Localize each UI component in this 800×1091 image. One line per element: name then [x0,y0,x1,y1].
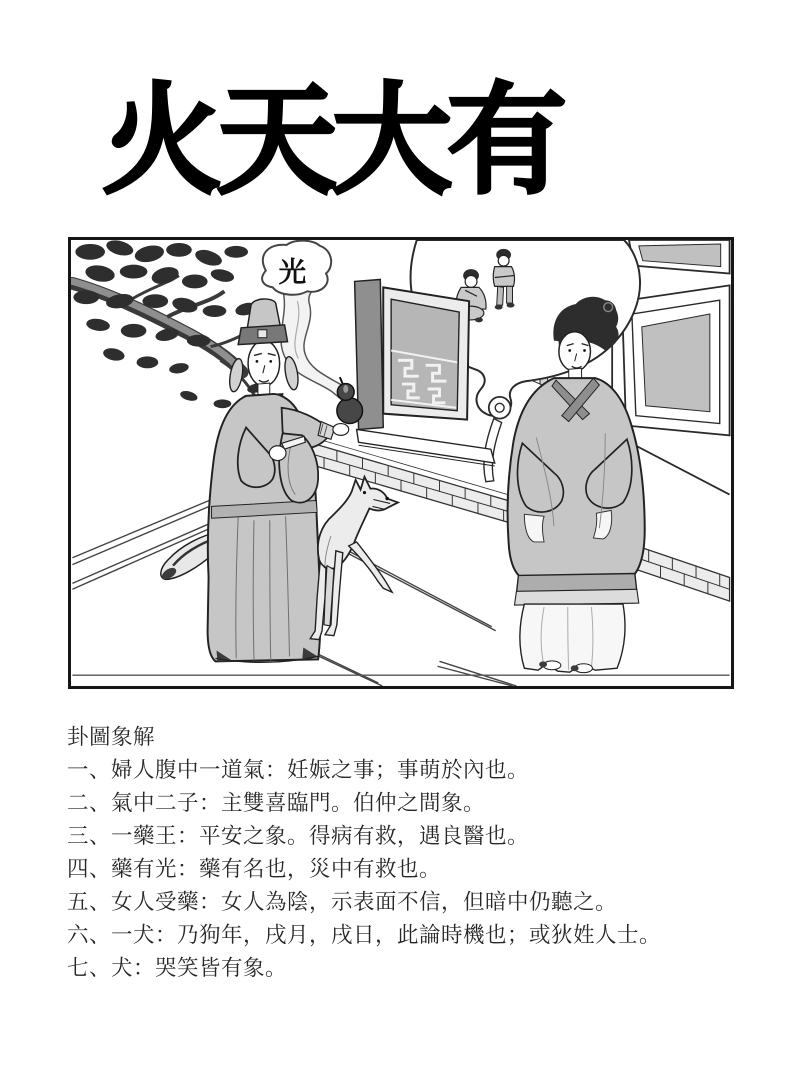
explanation-item: 二、氣中二子：主雙喜臨門。伯仲之間象。 [67,791,486,815]
explanation-item: 一、婦人腹中一道氣：妊娠之事；事萌於內也。 [67,758,530,782]
woman-underskirt [520,604,625,672]
light-cloud [262,241,331,295]
explanation-heading: 卦圖象解 [67,725,156,749]
explanation-item: 五、女人受藥：女人為陰，示表面不信，但暗中仍聽之。 [67,890,618,914]
explanation-item: 四、藥有光：藥有名也，災中有救也。 [67,857,442,881]
woman-face [559,332,591,371]
bubble-curl [489,397,511,419]
explanation-section [67,721,767,985]
light-character: 光 [278,256,307,288]
man-hand-chest [269,446,286,461]
page-title: 火天大有 [102,74,562,208]
explanation-item: 三、一藥王：平安之象。得病有救，遇良醫也。 [67,824,530,848]
woman-shoe-right [571,665,579,671]
explanation-item: 七、犬：哭笑皆有象。 [67,956,288,980]
illustration-frame [68,237,734,689]
woman-shoe-left [539,661,547,667]
scene-svg [71,240,731,686]
man-hand-gourd [333,424,349,436]
explanation-item: 六、一犬：乃狗年，戌月，戌日，此論時機也；或狄姓人士。 [67,923,662,947]
man-face [248,341,280,386]
